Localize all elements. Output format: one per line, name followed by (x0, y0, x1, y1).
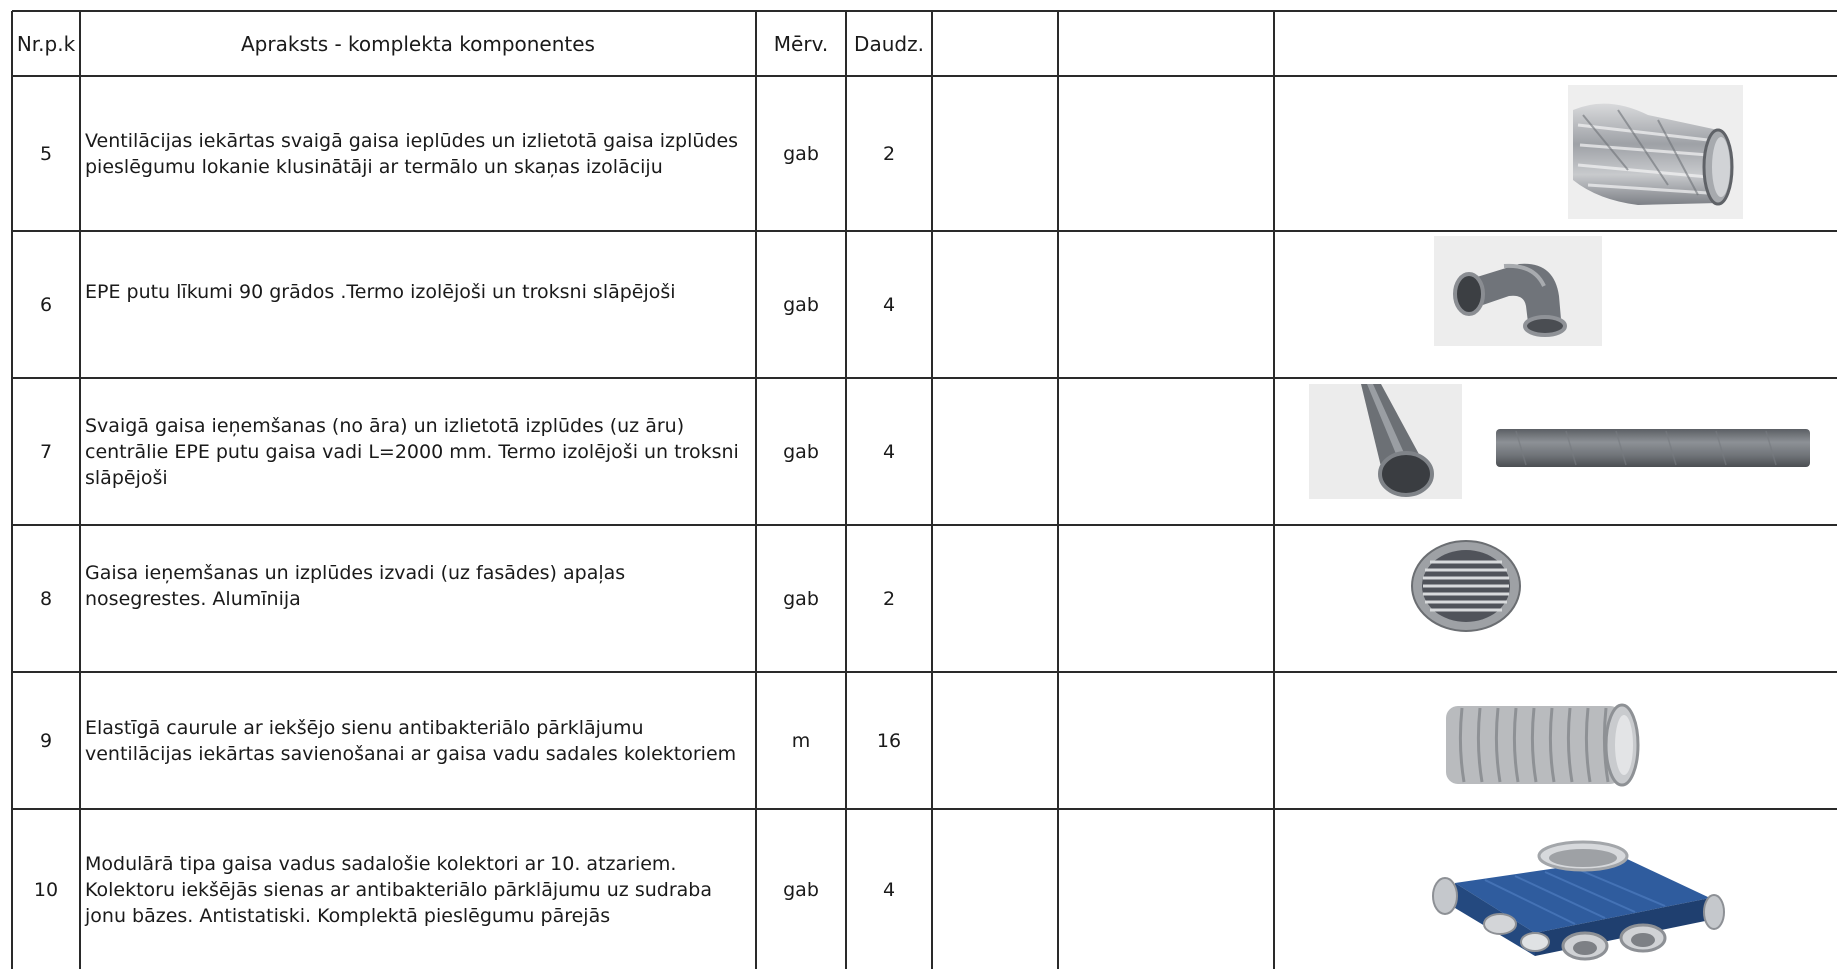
header-cell-description: Apraksts - komplekta komponentes (241, 31, 595, 56)
column-divider (1273, 11, 1275, 969)
epe-duct-short-image (1309, 384, 1462, 499)
row-quantity: 4 (882, 878, 896, 901)
header-cell-5 (933, 12, 1057, 75)
row-description: Modulārā tipa gaisa vadus sadalošie kolektori ar 10. atzariem. Kolektoru iekšējās sienas ar antibakteriālo pārklājumu uz sudraba jonu bāzes. Antistatiski. Komplektā pieslēgumu pārejās (85, 852, 712, 927)
row-quantity: 4 (882, 440, 896, 463)
column-divider (931, 11, 933, 969)
epe-duct-long-image (1496, 427, 1810, 469)
flexible-silencer-duct-image (1568, 85, 1743, 219)
row-number: 6 (39, 293, 53, 316)
row-unit: gab (783, 142, 819, 165)
row-description: Ventilācijas iekārtas svaigā gaisa ieplūdes un izlietotā gaisa izplūdes pieslēgumu lokanie klusinātāji ar termālo un skaņas izolāciju (85, 129, 739, 178)
row-number: 7 (39, 440, 53, 463)
row-quantity: 2 (882, 142, 896, 165)
row-number: 9 (39, 729, 53, 752)
flexible-hose-image (1444, 698, 1644, 790)
round-grille-image (1410, 540, 1522, 632)
row-description: EPE putu līkumi 90 grādos .Termo izolējoši un troksni slāpējoši (85, 281, 676, 303)
row-quantity: 16 (876, 729, 902, 752)
row-unit: m (791, 729, 811, 752)
row-unit: gab (783, 293, 819, 316)
row-number: 5 (39, 142, 53, 165)
header-cell-quantity: Daudz. (854, 31, 924, 56)
row-number: 8 (39, 587, 53, 610)
row-unit: gab (783, 587, 819, 610)
header-cell-unit: Mērv. (773, 31, 829, 56)
row-unit: gab (783, 878, 819, 901)
column-divider (1057, 11, 1059, 969)
row-quantity: 4 (882, 293, 896, 316)
row-quantity: 2 (882, 587, 896, 610)
header-cell-num: Nr.p.k (16, 31, 76, 56)
distribution-manifold-image (1425, 838, 1725, 966)
epe-elbow-90-image (1434, 236, 1602, 346)
header-cell-6 (1059, 12, 1273, 75)
row-description: Gaisa ieņemšanas un izplūdes izvadi (uz fasādes) apaļas nosegrestes. Alumīnija (85, 562, 626, 610)
row-number: 10 (33, 878, 59, 901)
header-cell-7 (1275, 12, 1837, 75)
row-description: Svaigā gaisa ieņemšanas (no āra) un izlietotā izplūdes (uz āru) centrālie EPE putu gaisa vadi L=2000 mm. Termo izolējoši un troksni slāpējoši (85, 414, 739, 489)
row-description: Elastīgā caurule ar iekšējo sienu antibakteriālo pārklājumu ventilācijas iekārtas savienošanai ar gaisa vadu sadales kolektoriem (85, 716, 737, 765)
row-unit: gab (783, 440, 819, 463)
